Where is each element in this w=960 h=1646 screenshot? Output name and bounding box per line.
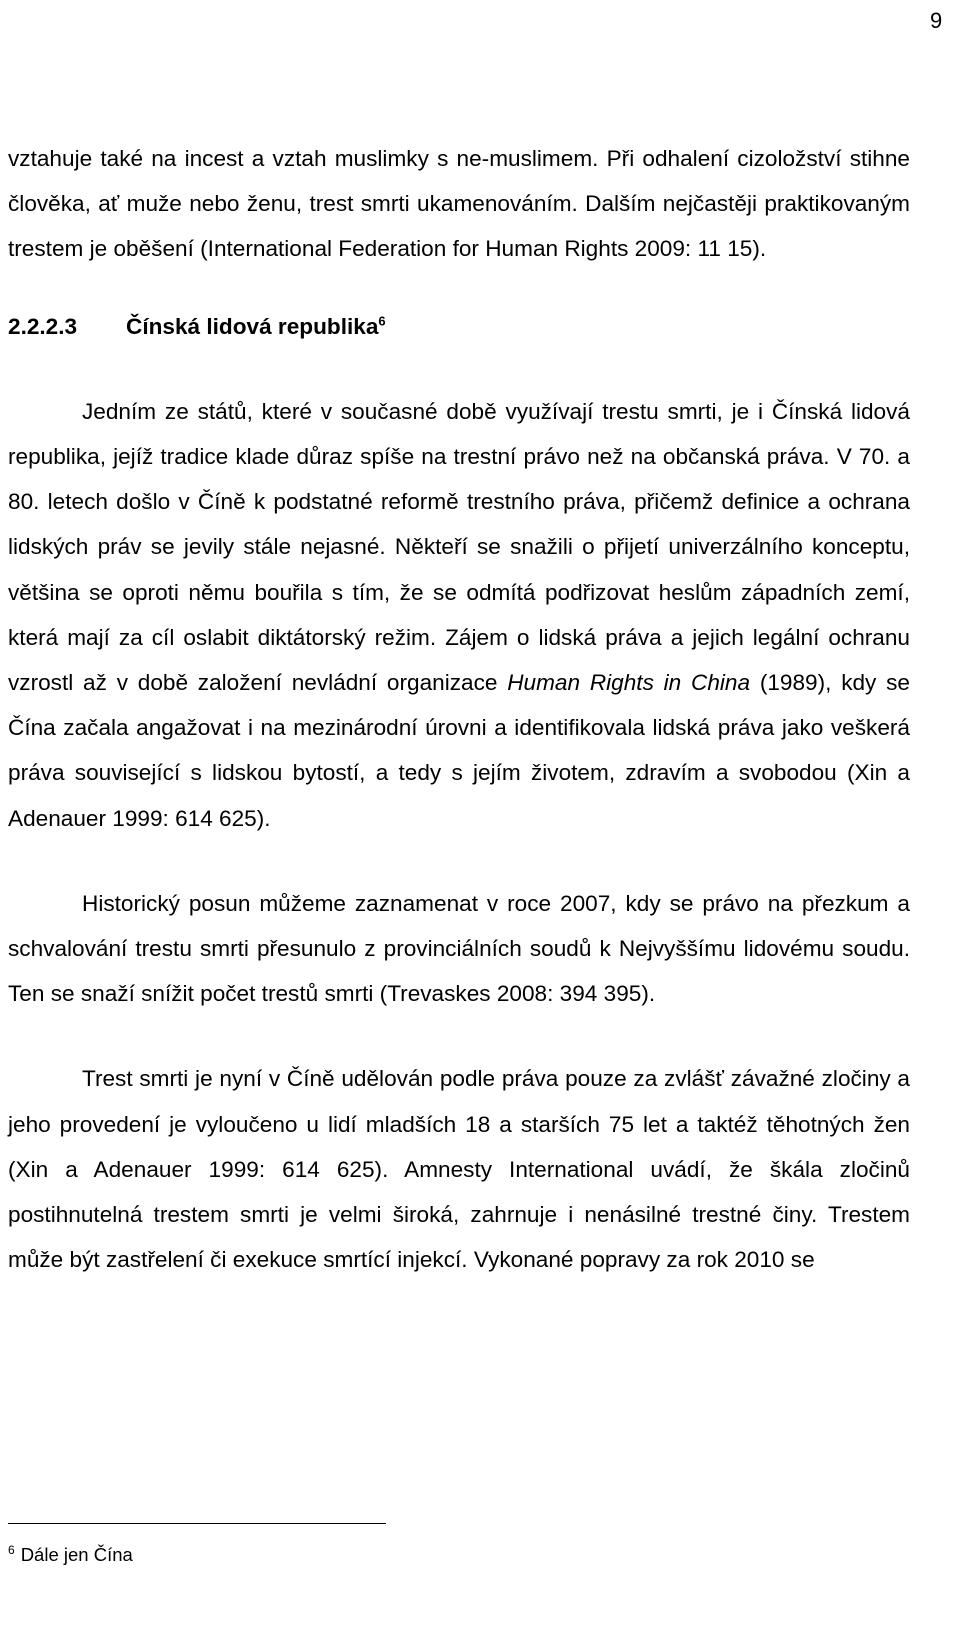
paragraph-continuation: vztahuje také na incest a vztah muslimky s ne-muslimem. Při odhalení cizoložství stihne člověka, ať muže nebo ženu, trest smrti ukamenováním. Dalším nejčastěji praktikovaným trestem je oběšení (International Federation for Human Rights 2009: 11 15). — [8, 146, 910, 262]
paragraph-text: (1989), kdy se Čína začala angažovat i na mezinárodní úrovni a identifikovala lidská práva jako veškerá práva související s lidskou bytostí, a tedy s jejím životem, zdravím a svobodou (Xin a Adenauer 1999: 614 625). — [8, 670, 910, 831]
footnote-reference: 6 — [378, 313, 386, 329]
section-heading — [8, 304, 910, 349]
paragraph-china-human-rights — [8, 389, 910, 841]
footnote-text: Dále jen Čína — [20, 1544, 133, 1565]
paragraph-text: Jedním ze států, které v současné době využívají trestu smrti, je i Čínská lidová republika, jejíž tradice klade důraz spíše na trestní právo než na občanská práva. V 70. a 80. letech došlo v Číně k podstatné reformě trestního práva, přičemž definice a ochrana lidských práv se jevily stále nejasné. Někteří se snažili o přijetí univerzálního konceptu, většina se oproti němu bouřila s tím, že se odmítá podřizovat heslům západních zemí, která mají za cíl oslabit diktátorský režim. Zájem o lidská práva a jejich legální ochranu vzrostl až v době založení nevládní organizace — [8, 398, 910, 696]
document-body — [8, 136, 910, 1282]
spacer — [8, 272, 910, 304]
footnote-marker: 6 — [8, 1542, 15, 1557]
spacer — [8, 841, 910, 881]
page-number: 9 — [930, 8, 943, 33]
footnote-separator — [8, 1523, 386, 1524]
footnote — [8, 1542, 133, 1568]
spacer — [8, 1016, 910, 1056]
paragraph-death-penalty-today: Trest smrti je nyní v Číně udělován podle práva pouze za zvlášť závažné zločiny a jeho provedení je vyloučeno u lidí mladších 18 a starších 75 let a taktéž těhotných žen (Xin a Adenauer 1999: 614 625). Amnesty International uvádí, že škála zločinů postihnutelná trestem smrti je velmi široká, zahrnuje i nenásilné trestné činy. Trestem může být zastřelení či exekuce smrtící injekcí. Vykonané popravy za rok 2010 se — [8, 1066, 910, 1273]
section-title: Čínská lidová republika — [126, 313, 379, 339]
section-number: 2.2.2.3 — [8, 313, 78, 339]
spacer — [8, 349, 910, 389]
organization-name: Human Rights in China — [507, 670, 751, 696]
paragraph-historical-shift: Historický posun můžeme zaznamenat v roce 2007, kdy se právo na přezkum a schvalování trestu smrti přesunulo z provinciálních soudů k Nejvyššímu lidovému soudu. Ten se snaží snížit počet trestů smrti (Trevaskes 2008: 394 395). — [8, 890, 910, 1007]
